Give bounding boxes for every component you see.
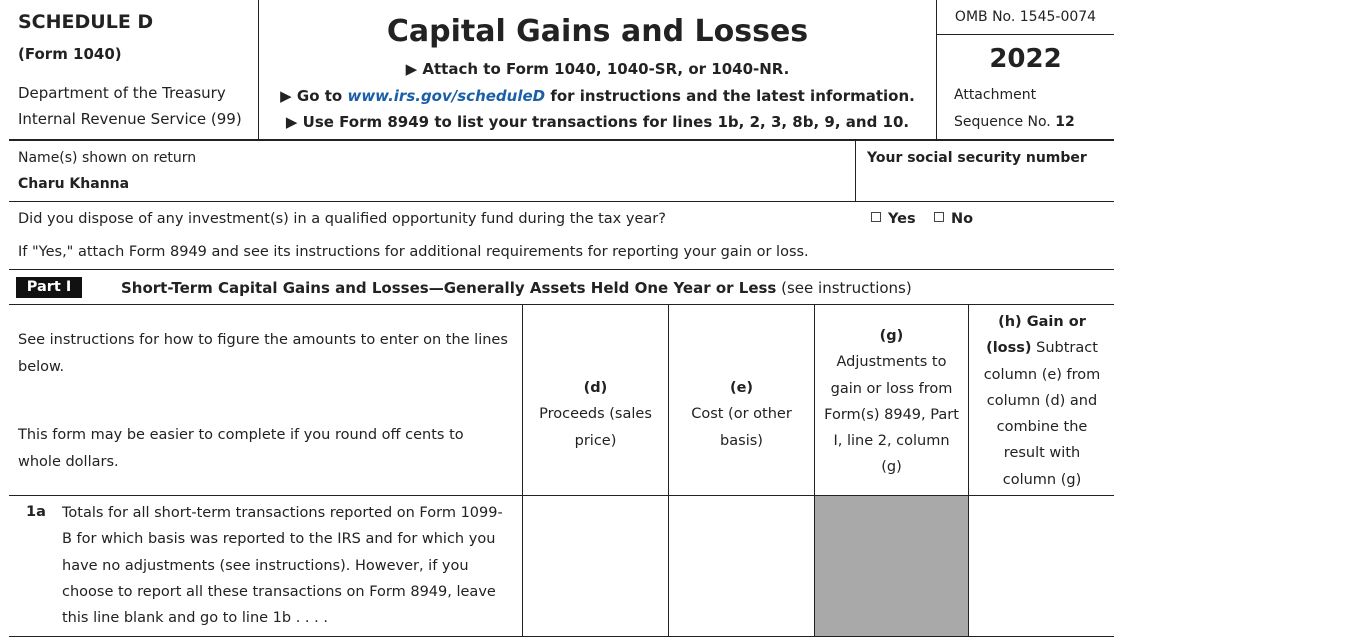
column-h-letter: (h) Gain or (loss) (986, 314, 1086, 357)
tax-year: 2022 (989, 44, 1062, 74)
part-title-text: Short-Term Capital Gains and Losses—Generally Assets Held One Year or Less (121, 279, 777, 297)
title-block (259, 0, 937, 139)
attachment-label: Attachment (954, 87, 1037, 103)
line-1a-cost-input[interactable] (668, 496, 814, 636)
use-instruction: ▶ Use Form 8949 to list your transactions for lines 1b, 2, 3, 8b, 9, and 10. (285, 113, 910, 131)
qof-yes-option[interactable] (871, 211, 916, 227)
yes-label: Yes (888, 211, 916, 227)
schedule-d-form (9, 0, 1114, 642)
sequence-number: 12 (1055, 114, 1075, 130)
attach-instruction: ▶ Attach to Form 1040, 1040-SR, or 1040-NR. (405, 60, 790, 78)
column-g-text: Adjustments to gain or loss from Form(s) 8949, Part I, line 2, column (g) (824, 354, 959, 476)
form-header (9, 0, 1114, 141)
column-g-header (814, 305, 968, 495)
name-row (9, 141, 1114, 202)
column-g-letter: (g) (879, 328, 904, 344)
goto-instruction: ▶ Go to www.irs.gov/scheduleD for instructions and the latest information. (280, 87, 915, 105)
part-title (121, 279, 912, 297)
department-label: Department of the Treasury (18, 84, 226, 102)
sequence-text: Sequence No. (954, 114, 1051, 130)
form-title: Capital Gains and Losses (386, 14, 809, 49)
name-label: Name(s) shown on return (18, 150, 197, 166)
part-tag: Part I (16, 277, 82, 298)
table-header (9, 305, 1114, 496)
line-1a-number: 1a (26, 504, 46, 520)
form-id-block (9, 0, 259, 139)
instructions-hint: See instructions for how to figure the amounts to enter on the lines below. (18, 332, 508, 375)
column-d-header (522, 305, 668, 495)
no-label: No (951, 211, 974, 227)
column-h-header (968, 305, 1115, 495)
no-checkbox[interactable] (934, 212, 944, 222)
column-e-letter: (e) (729, 380, 754, 396)
column-e-text: Cost (or other basis) (691, 406, 792, 449)
column-h-text: Subtract column (e) from column (d) and combine the result with column (g) (983, 340, 1101, 488)
rounding-hint: This form may be easier to complete if you round off cents to whole dollars. (18, 427, 464, 470)
ssn-label: Your social security number (867, 150, 1087, 166)
part-title-suffix: (see instructions) (781, 279, 912, 297)
qof-note: If "Yes," attach Form 8949 and see its instructions for additional requirements for reporting your gain or loss. (18, 244, 809, 260)
use-text: Use Form 8949 to list your transactions for lines 1b, 2, 3, 8b, 9, and 10. (302, 113, 910, 131)
part-1-header (9, 270, 1114, 305)
yes-checkbox[interactable] (871, 212, 881, 222)
sequence-label (954, 114, 1075, 130)
column-d-letter: (d) (583, 380, 608, 396)
column-e-header (668, 305, 814, 495)
line-1a-adjustments-shaded (814, 496, 968, 636)
line-1a-row (9, 496, 1114, 637)
omb-number: OMB No. 1545-0074 (937, 0, 1114, 35)
column-d-text: Proceeds (sales price) (539, 406, 652, 449)
ssn-field[interactable] (855, 141, 1115, 201)
omb-block (937, 0, 1114, 139)
goto-suffix: for instructions and the latest information. (550, 87, 915, 105)
line-1a-text: Totals for all short-term transactions reported on Form 1099-B for which basis was reported to the IRS and for which you have no adjustments (see instructions). However, if you choose to report all these transactions on Form 8949, leave this line blank and go to line 1b . . . . (62, 505, 503, 627)
qof-question: Did you dispose of any investment(s) in a qualified opportunity fund during the tax year? (18, 211, 666, 227)
qof-no-option[interactable] (934, 211, 973, 227)
schedule-label: SCHEDULE D (18, 11, 154, 33)
line-1a-proceeds-input[interactable] (522, 496, 668, 636)
irs-link[interactable]: www.irs.gov/scheduleD (347, 87, 546, 105)
qof-question-row (9, 202, 1114, 270)
name-field[interactable]: Charu Khanna (18, 176, 130, 192)
form-number: (Form 1040) (18, 45, 122, 63)
line-1a-gain-loss-input[interactable] (968, 496, 1115, 636)
irs-label: Internal Revenue Service (99) (18, 110, 242, 128)
attach-text: Attach to Form 1040, 1040-SR, or 1040-NR. (422, 60, 790, 78)
goto-prefix: Go to (296, 87, 343, 105)
